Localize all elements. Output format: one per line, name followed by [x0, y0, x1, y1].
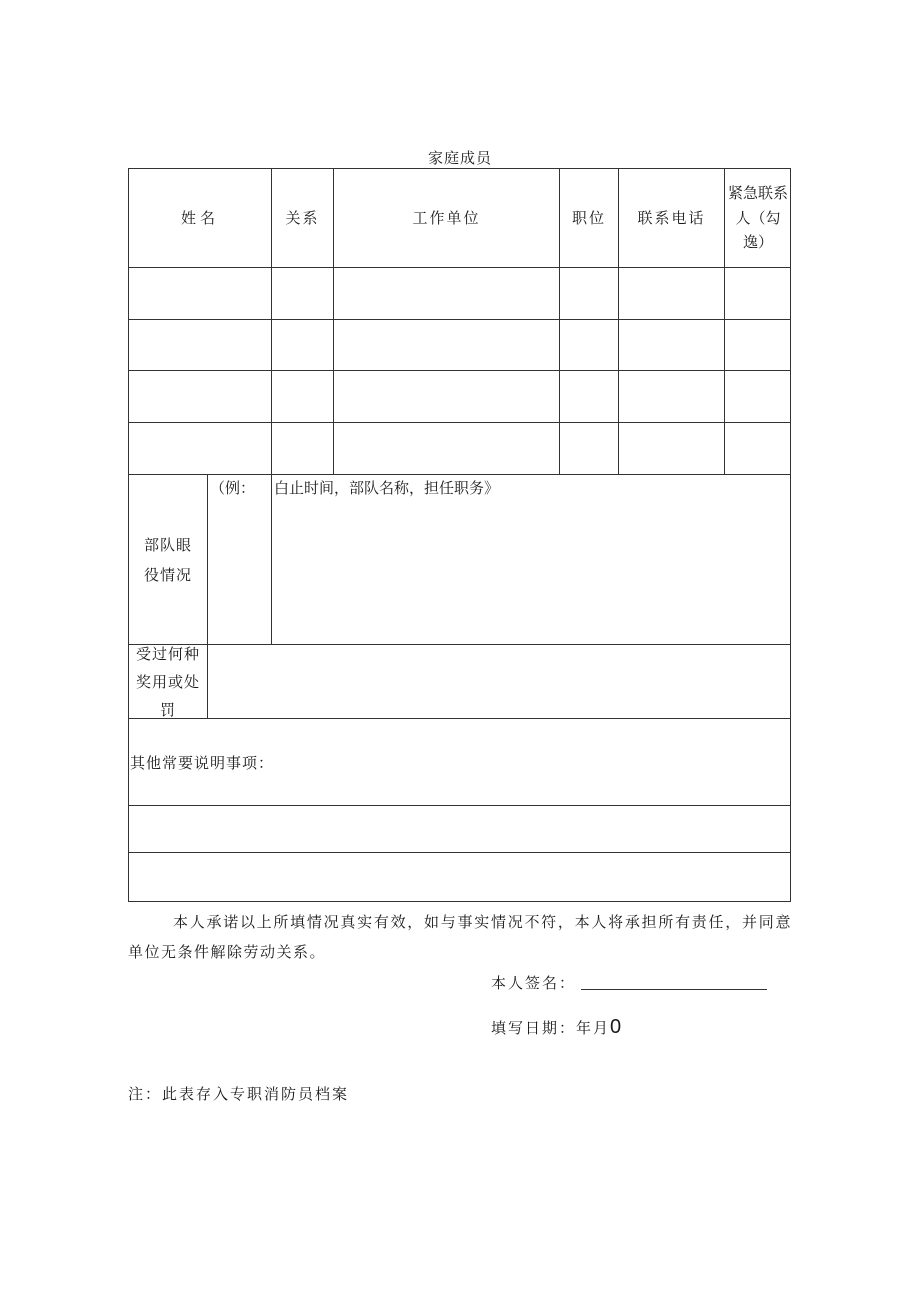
member-position-field[interactable]	[560, 268, 618, 319]
member-name-field[interactable]	[129, 371, 271, 422]
member-phone-field[interactable]	[619, 371, 724, 422]
member-relation-field[interactable]	[272, 268, 333, 319]
member-workplace-field[interactable]	[334, 423, 559, 474]
member-phone-field[interactable]	[619, 268, 724, 319]
table-line	[128, 901, 791, 902]
member-position-field[interactable]	[560, 320, 618, 370]
member-name-field[interactable]	[129, 423, 271, 474]
member-name-field[interactable]	[129, 320, 271, 370]
table-line	[128, 474, 791, 475]
date-value[interactable]: 0	[610, 1016, 622, 1038]
section-title: 家庭成员	[427, 149, 492, 167]
member-emergency-checkbox[interactable]	[725, 320, 790, 370]
signature-input[interactable]	[581, 989, 767, 990]
member-emergency-checkbox[interactable]	[725, 423, 790, 474]
other-notes-line[interactable]	[129, 853, 790, 901]
member-emergency-checkbox[interactable]	[725, 268, 790, 319]
member-name-field[interactable]	[129, 268, 271, 319]
member-relation-field[interactable]	[272, 320, 333, 370]
header-position: 职位	[571, 209, 606, 227]
member-workplace-field[interactable]	[334, 371, 559, 422]
header-relation: 关系	[285, 209, 320, 227]
member-position-field[interactable]	[560, 423, 618, 474]
member-phone-field[interactable]	[619, 320, 724, 370]
header-emergency: 紧急联系人（勾逸）	[727, 183, 788, 252]
declaration-text: 本人承诺以上所填情况真实有效，如与事实情况不符，本人将承担所有责任，并同意单位无条件解除劳动关系。	[128, 913, 792, 961]
header-workplace: 工作单位	[412, 209, 481, 227]
table-line	[790, 168, 791, 902]
military-label: 部队眼役情况	[143, 535, 192, 584]
member-phone-field[interactable]	[619, 423, 724, 474]
table-line	[271, 474, 272, 644]
other-notes-line[interactable]	[129, 806, 790, 852]
other-notes-label: 其他常要说明事项：	[130, 754, 275, 772]
awards-field[interactable]	[208, 645, 790, 718]
awards-label: 受过何种奖用或处罚	[135, 644, 200, 719]
military-example-prefix: （例：	[210, 479, 256, 497]
header-phone: 联系电话	[637, 209, 706, 227]
member-workplace-field[interactable]	[334, 320, 559, 370]
archive-note: 注：此表存入专职消防员档案	[128, 1085, 350, 1103]
member-position-field[interactable]	[560, 371, 618, 422]
member-emergency-checkbox[interactable]	[725, 371, 790, 422]
member-relation-field[interactable]	[272, 423, 333, 474]
date-row	[491, 1016, 621, 1039]
member-relation-field[interactable]	[272, 371, 333, 422]
member-workplace-field[interactable]	[334, 268, 559, 319]
military-example-text[interactable]: 白止时间，部队名称，担任职务》	[274, 479, 500, 497]
signature-label: 本人签名：	[491, 974, 577, 992]
header-name: 姓名	[180, 209, 219, 227]
table-line	[128, 718, 791, 719]
date-label: 填写日期：年月	[491, 1019, 611, 1037]
